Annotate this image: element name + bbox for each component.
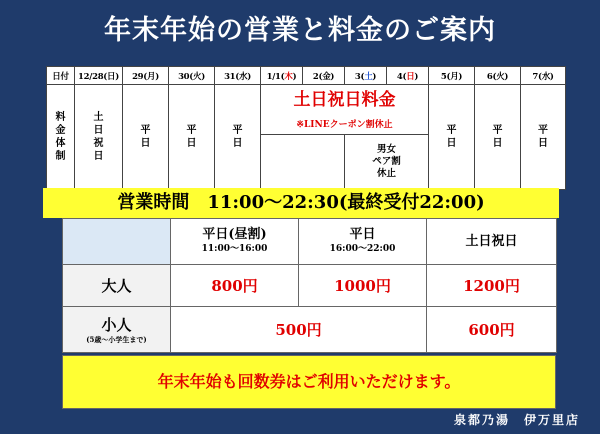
date-12-29: 29(月) (123, 67, 169, 85)
price-table (62, 218, 557, 353)
date-1-4: 4(日) (387, 67, 429, 85)
price-corner (63, 219, 171, 265)
pair-discount-suspended-note: 男女 ペア割 休止 (345, 135, 429, 190)
date-label: 日付 (47, 67, 75, 85)
date-12-31: 31(水) (215, 67, 261, 85)
rate-1-5: 平 日 (429, 85, 475, 190)
adult-price-evening: 1000円 (299, 265, 427, 307)
store-name: 泉都乃湯 伊万里店 (453, 413, 580, 427)
date-1-3: 3(土) (345, 67, 387, 85)
business-hours-banner: 営業時間 11:00～22:30(最終受付22:00) (43, 188, 559, 218)
rate-12-31: 平 日 (215, 85, 261, 190)
date-12-28: 12/28(日) (75, 67, 123, 85)
date-1-1: 1/1(木) (261, 67, 303, 85)
date-1-2: 2(金) (303, 67, 345, 85)
child-price-holiday: 600円 (427, 307, 557, 353)
rate-12-29: 平 日 (123, 85, 169, 190)
price-header-holiday: 土日祝日 (427, 219, 557, 265)
adult-label: 大人 (63, 265, 171, 307)
pricing-system-label: 料 金 体 制 (47, 85, 75, 190)
coupon-ticket-notice: 年末年始も回数券はご利用いただけます。 (62, 355, 556, 409)
pair-discount-cell (261, 135, 345, 190)
rate-1-7: 平 日 (521, 85, 566, 190)
child-price-weekday: 500円 (171, 307, 427, 353)
adult-price-holiday: 1200円 (427, 265, 557, 307)
page-title: 年末年始の営業と料金のご案内 (104, 15, 496, 46)
coupon-suspended-note: ※LINEクーポン割休止 (296, 120, 393, 130)
price-header-weekday-day: 平日(昼割) 11:00～16:00 (171, 219, 299, 265)
holiday-rate-cell (261, 85, 429, 135)
holiday-rate-label: 土日祝日料金 (293, 90, 396, 110)
date-12-30: 30(火) (169, 67, 215, 85)
rate-1-6: 平 日 (475, 85, 521, 190)
schedule-header-row (47, 67, 566, 85)
rate-12-30: 平 日 (169, 85, 215, 190)
date-1-5: 5(月) (429, 67, 475, 85)
dec28-rate: 土 日 祝 日 (75, 85, 123, 190)
child-label: 小人 (5歳～小学生まで) (63, 307, 171, 353)
schedule-table (46, 66, 566, 190)
adult-price-day: 800円 (171, 265, 299, 307)
date-1-6: 6(火) (475, 67, 521, 85)
price-header-weekday-evening: 平日 16:00～22:00 (299, 219, 427, 265)
date-1-7: 7(水) (521, 67, 566, 85)
